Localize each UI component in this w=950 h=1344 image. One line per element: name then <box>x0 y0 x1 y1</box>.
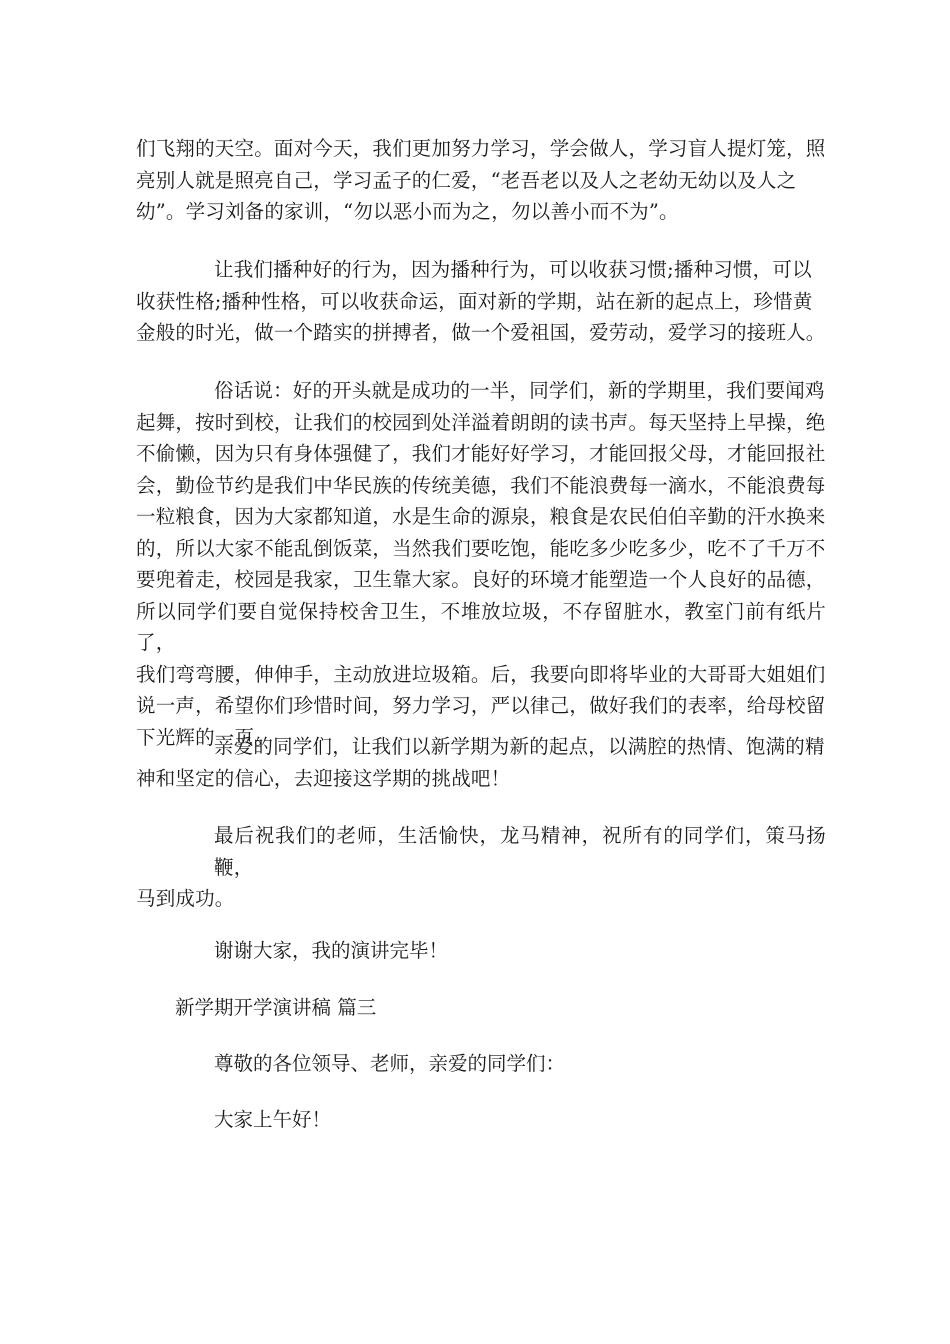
text-line: 让我们播种好的行为，因为播种行为，可以收获习惯;播种习惯，可以 <box>214 258 812 281</box>
text-line: 们飞翔的天空。面对今天，我们更加努力学习，学会做人，学习盲人提灯笼，照 <box>136 137 826 160</box>
paragraph-wishes <box>136 820 826 915</box>
text-line: 下光辉的一页。 <box>136 725 274 749</box>
text-line: 一粒粮食，因为大家都知道，水是生命的源泉，粮食是农民伯伯辛勤的汗水换来 <box>136 505 826 528</box>
paragraph-good-start <box>136 375 826 753</box>
text-line: 所以同学们要自觉保持校舍卫生，不堆放垃圾，不存留脏水，教室门前有纸片了， <box>136 599 826 654</box>
text-line: 的，所以大家不能乱倒饭菜，当然我们要吃饱，能吃多少吃多少，吃不了千万不 <box>136 536 826 560</box>
paragraph-new-semester <box>136 731 826 794</box>
paragraph-habits <box>136 254 826 349</box>
text-line: 说一声，希望你们珍惜时间，努力学习，严以律己，做好我们的表率，给母校留 <box>136 694 826 717</box>
closing-line: 谢谢大家，我的演讲完毕！ <box>214 939 449 962</box>
salutation-line: 尊敬的各位领导、老师，亲爱的同学们： <box>214 1052 566 1075</box>
text-line: 最后祝我们的老师，生活愉快，龙马精神，祝所有的同学们，策马扬鞭， <box>214 824 826 879</box>
text-line: 神和坚定的信心，去迎接这学期的挑战吧！ <box>136 766 511 790</box>
text-line: 要兜着走，校园是我家，卫生靠大家。良好的环境才能塑造一个人良好的品德， <box>136 568 826 591</box>
section-heading: 新学期开学演讲稿 篇三 <box>175 996 377 1019</box>
text-line: 亮别人就是照亮自己，学习孟子的仁爱，“老吾老以及人之老幼无幼以及人之 <box>136 168 797 192</box>
paragraph-continuation <box>136 133 826 228</box>
text-line: 起舞，按时到校，让我们的校园到处洋溢着朗朗的读书声。每天坚持上早操，绝 <box>136 410 826 434</box>
text-line: 亲爱的同学们，让我们以新学期为新的起点，以满腔的热情、饱满的精 <box>214 735 825 758</box>
text-line: 我们弯弯腰，伸伸手，主动放进垃圾箱。后，我要向即将毕业的大哥哥大姐姐们 <box>136 662 826 686</box>
text-line: 不偷懒，因为只有身体强健了，我们才能好好学习，才能回报父母，才能回报社 <box>136 442 826 465</box>
text-line: 会，勤俭节约是我们中华民族的传统美德，我们不能浪费每一滴水，不能浪费每 <box>136 473 826 497</box>
greeting-line: 大家上午好！ <box>214 1108 332 1131</box>
text-line: 马到成功。 <box>136 887 235 910</box>
text-line: 俗话说：好的开头就是成功的一半，同学们，新的学期里，我们要闻鸡 <box>214 379 825 402</box>
text-line: 金般的时光，做一个踏实的拼搏者，做一个爱祖国，爱劳动，爱学习的接班人。 <box>136 321 826 344</box>
text-line: 收获性格;播种性格，可以收获命运，面对新的学期，站在新的起点上，珍惜黄 <box>136 289 813 313</box>
text-line: 幼”。学习刘备的家训，“勿以恶小而为之，勿以善小而不为”。 <box>136 200 679 223</box>
